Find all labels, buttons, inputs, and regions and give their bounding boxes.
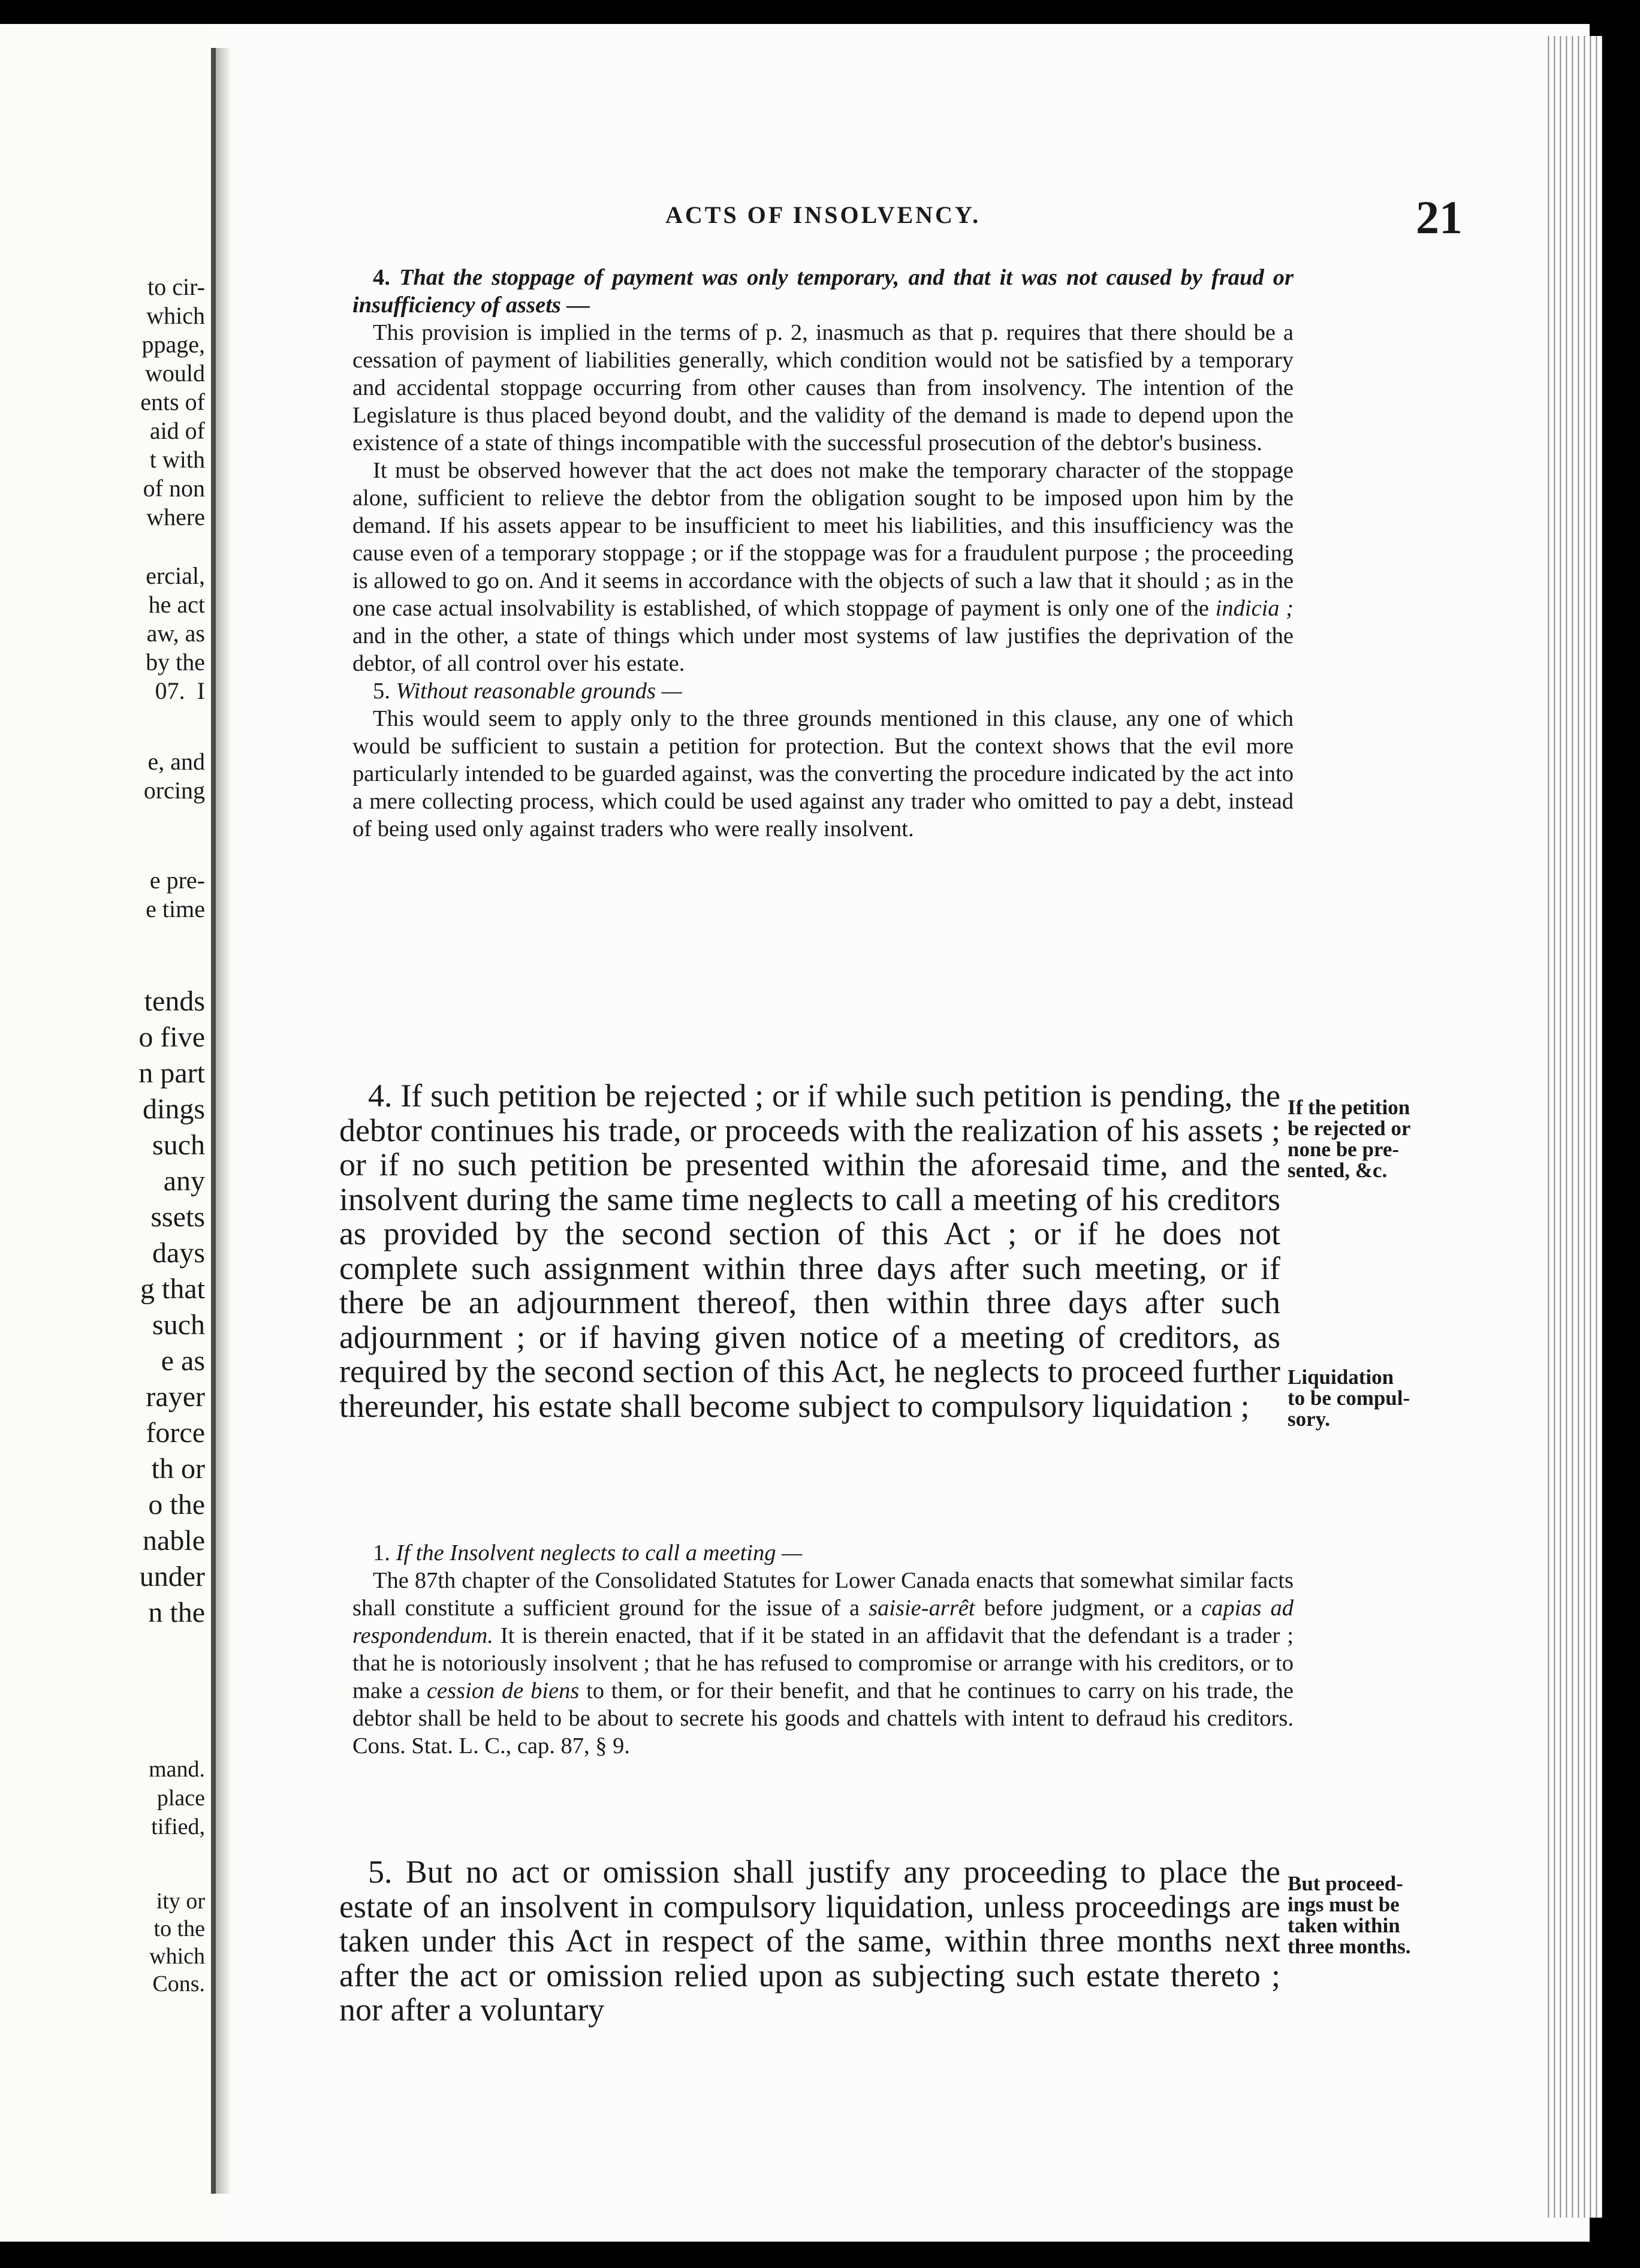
left-page-fragment: of non	[143, 475, 205, 502]
left-page-fragment: o the	[148, 1489, 205, 1521]
left-page-fragment: mand.	[149, 1757, 205, 1782]
left-page-fragment: ercial,	[146, 562, 205, 589]
left-page-fragment: aw, as	[146, 620, 205, 647]
left-page-fragment: such	[152, 1309, 205, 1341]
gutter-binding-line	[211, 48, 216, 2194]
left-page-fragment: tified,	[151, 1814, 205, 1839]
note-heading-stoppage: 4. That the stoppage of payment was only temporary, and that it was not caused by fraud or insufficiency of assets —	[352, 265, 1294, 318]
left-page-fragment: by the	[146, 649, 205, 675]
left-page-fragment: n the	[148, 1597, 205, 1628]
left-page-fragment: he act	[148, 591, 205, 618]
commentary-notes-middle	[352, 1539, 1294, 1760]
left-page-fragment: place	[156, 1786, 205, 1811]
left-page-fragment: such	[152, 1129, 205, 1161]
statute-section-5: 5. But no act or omission shall justify any proceeding to place the estate of an insolvent in compulsory liquidation, unless proceedings are taken under this Act in respect of the same, within three months next after the act or omission relied upon as subjecting such estate thereto ; nor after a voluntary	[339, 1854, 1280, 2028]
left-page-fragment: days	[152, 1237, 205, 1269]
left-page-fragment: ents of	[140, 388, 205, 415]
left-page-fragment: where	[146, 503, 205, 530]
sidenote-petition-rejected: If the petition be rejected or none be pre- sented, &c.	[1288, 1096, 1411, 1182]
left-page-fragment: n part	[138, 1057, 205, 1089]
left-page-fragment: to cir-	[147, 273, 205, 300]
left-page-fragment: ity or	[156, 1889, 205, 1914]
left-page-fragment: Cons.	[152, 1971, 205, 1996]
left-facing-page	[0, 24, 211, 2242]
left-page-fragment: under	[139, 1561, 205, 1593]
commentary-notes-top	[352, 264, 1294, 843]
statute-section-4: 4. If such petition be rejected ; or if while such petition is pending, the debtor continues his trade, or proceeds with the realization of his assets ; or if no such petition be presented within the aforesaid time, and the insolvent during the same time neglects to call a meeting of his creditors as provided by the second section of this Act ; or if he does not complete such assignment within three days after such meeting, or if there be an adjournment thereof, then within three days after such adjournment ; or if having given notice of a meeting of creditors, as required by the second section of this Act, he neglects to proceed further thereunder, his estate shall become subject to compulsory liquidation ;	[339, 1078, 1280, 1424]
left-page-fragment: any	[163, 1165, 205, 1197]
sidenote-three-months: But proceed- ings must be taken within three months.	[1288, 1872, 1411, 1958]
left-page-fragment: force	[146, 1417, 205, 1449]
note-paragraph: The 87th chapter of the Consolidated Statutes for Lower Canada enacts that somewhat similar facts shall constitute a sufficient ground for the issue of a saisie-arrêt before judgment, or a capias ad respondendum. It is therein enacted, that if it be stated in an affidavit that the defendant is a trader ; that he is notoriously insolvent ; that he has refused to compromise or arrange with his creditors, or to make a cession de biens to them, or for their benefit, and that he continues to carry on his trade, the debtor shall be held to be about to secrete his goods and chattels with intent to defraud his creditors. Cons. Stat. L. C., cap. 87, § 9.	[352, 1568, 1294, 1759]
note-heading-meeting: 1. If the Insolvent neglects to call a meeting —	[373, 1540, 803, 1566]
left-page-fragment: e pre-	[149, 867, 205, 894]
left-page-fragment: to the	[153, 1916, 205, 1941]
left-page-fragment: aid of	[149, 417, 205, 444]
note-paragraph: This provision is implied in the terms of p. 2, inasmuch as that p. requires that there should be a cessation of payment of liabilities generally, which condition would not be satisfied by a temporary and accidental stoppage occurring from other causes than from insolvency. The intention of the Legislature is thus placed beyond doubt, and the validity of the demand is made to depend upon the existence of a state of things incompatible with the successful prosecution of the debtor's business.	[352, 320, 1294, 456]
left-page-fragment: o five	[138, 1021, 205, 1053]
left-page-fragment: which	[146, 302, 205, 329]
left-page-fragment: e time	[146, 895, 205, 922]
left-page-fragment: ssets	[150, 1201, 205, 1233]
left-page-fragment: t with	[149, 446, 205, 473]
left-page-fragment: would	[145, 360, 205, 387]
left-page-fragment: rayer	[146, 1381, 205, 1413]
left-page-fragment: ppage,	[141, 331, 205, 358]
left-page-fragment: e, and	[147, 748, 205, 775]
sidenote-compulsory-liquidation: Liquidation to be compul- sory.	[1288, 1365, 1410, 1431]
page-edges	[1543, 36, 1602, 2218]
left-page-fragment: 07. I	[155, 677, 205, 704]
left-page-fragment: nable	[143, 1525, 205, 1557]
left-page-fragment: orcing	[143, 777, 205, 804]
left-page-fragment: which	[149, 1944, 205, 1969]
running-head: ACTS OF INSOLVENCY.	[665, 201, 981, 228]
note-paragraph: This would seem to apply only to the three grounds mentioned in this clause, any one of which would be sufficient to sustain a petition for protection. But the context shows that the evil more particularly intended to be guarded against, was the converting the procedure indicated by the act into a mere collecting process, which could be used against any trader who omitted to pay a debt, instead of being used only against traders who were really insolvent.	[352, 706, 1294, 842]
note-paragraph: It must be observed however that the act does not make the temporary character of the stoppage alone, sufficient to relieve the debtor from the obligation sought to be imposed upon him by the demand. If his assets appear to be insufficient to meet his liabilities, and this insufficiency was the cause even of a temporary stoppage ; or if the stoppage was for a fraudulent purpose ; the proceeding is allowed to go on. And it seems in accordance with the objects of such a law that it should ; as in the one case actual insolvability is established, of which stoppage of payment is only one of the indicia ; and in the other, a state of things which under most systems of law justifies the deprivation of the debtor, of all control over his estate.	[352, 458, 1294, 676]
left-page-fragment: e as	[161, 1345, 205, 1377]
left-page-fragment: tends	[144, 985, 205, 1017]
gutter-shadow	[216, 48, 231, 2194]
left-page-fragment: th or	[151, 1453, 205, 1485]
left-page-fragment: dings	[142, 1093, 205, 1125]
left-page-fragment: g that	[140, 1273, 205, 1305]
note-heading-grounds: 5. Without reasonable grounds —	[373, 678, 682, 704]
page-number: 21	[1416, 191, 1463, 243]
